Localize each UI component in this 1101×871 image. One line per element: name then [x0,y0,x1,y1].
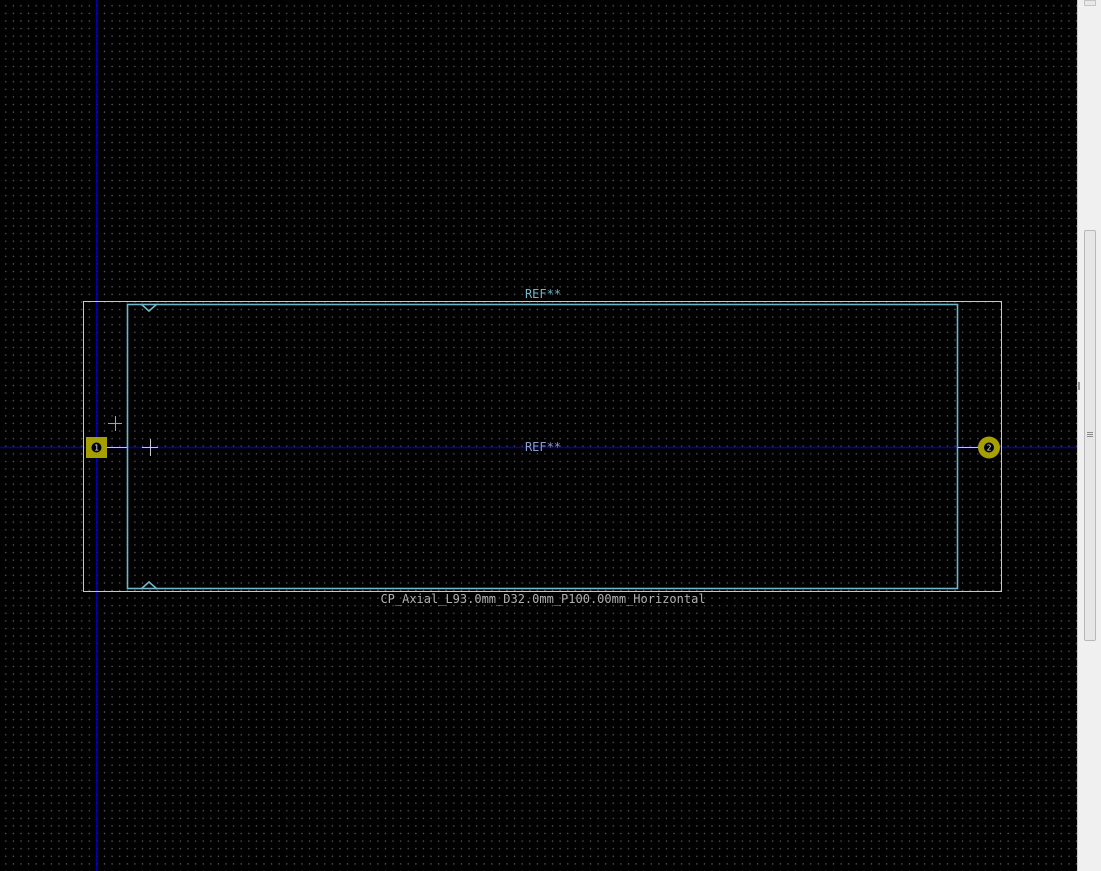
pad-1[interactable] [86,437,107,458]
scroll-thumb[interactable] [1084,230,1096,641]
footprint-value[interactable]: CP_Axial_L93.0mm_D32.0mm_P100.00mm_Horizontal [380,592,706,606]
reference-center[interactable]: REF** [524,440,562,454]
reference-top[interactable]: REF** [524,287,562,301]
pad-2-number: 2 [986,443,992,453]
scroll-grip-line [1087,434,1093,435]
scroll-grip-line [1087,436,1093,437]
scroll-up-arrow[interactable] [1084,0,1096,6]
pad-1-number: 1 [94,443,99,453]
pad-2[interactable] [978,437,1000,459]
scroll-grip-line [1087,432,1093,433]
vertical-scrollbar[interactable] [1077,0,1101,871]
scroll-edge-marker [1078,382,1080,390]
